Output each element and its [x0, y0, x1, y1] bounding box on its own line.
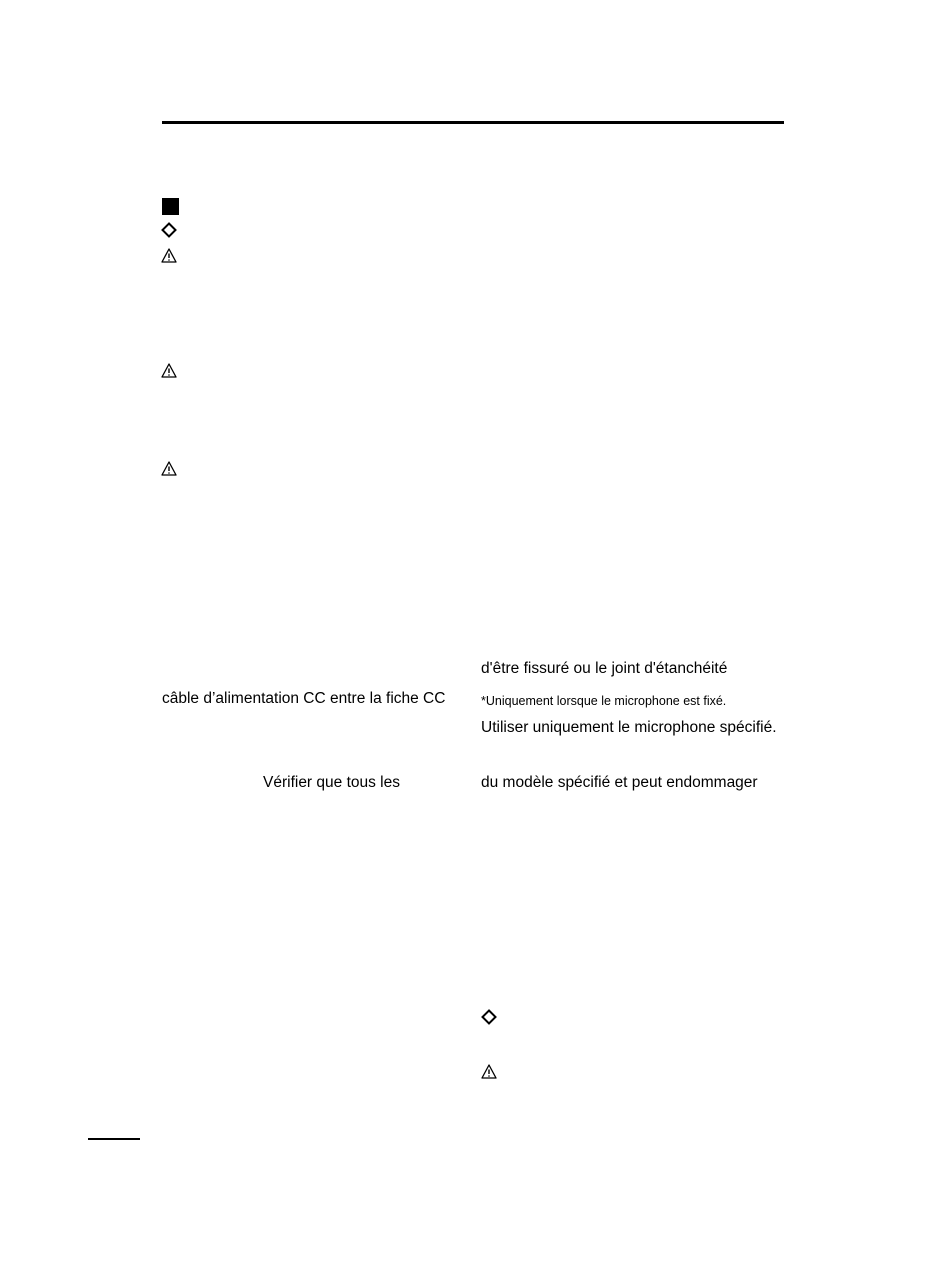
header-rule [162, 121, 784, 124]
footer-rule [88, 1138, 140, 1140]
warning-icon [481, 1064, 497, 1079]
diamond-icon [161, 222, 177, 238]
section-marker-square-icon [162, 198, 179, 215]
diamond-icon [481, 1009, 497, 1025]
left-text-line-2: Vérifier que tous les [263, 774, 400, 791]
right-text-line-1: d'être fissuré ou le joint d'étanchéité [481, 660, 728, 677]
microphone-note: *Uniquement lorsque le microphone est fixé. [481, 694, 727, 708]
left-text-line-1: câble d’alimentation CC entre la fiche CC [162, 690, 446, 707]
warning-icon [161, 461, 177, 476]
warning-icon [161, 363, 177, 378]
right-text-line-3: du modèle spécifié et peut endommager [481, 774, 758, 791]
right-text-line-2: Utiliser uniquement le microphone spécifié. [481, 719, 777, 736]
warning-icon [161, 248, 177, 263]
